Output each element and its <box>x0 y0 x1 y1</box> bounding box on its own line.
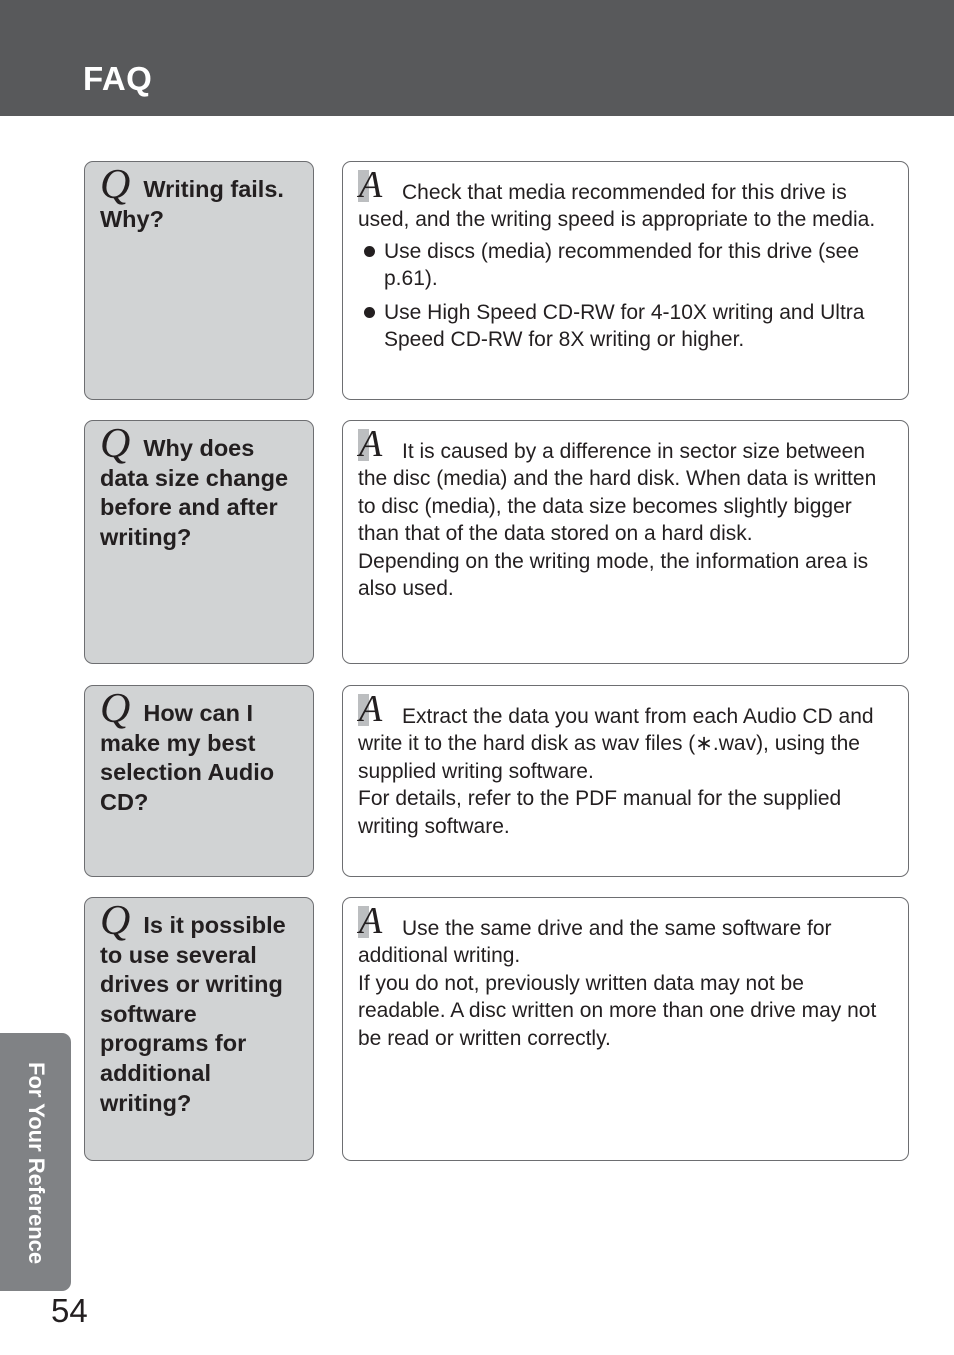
faq-3-answer-para-1: A Extract the data you want from each Audio CD and write it to the hard disk as wav files (∗.wav), using the supplied writing software. <box>358 688 874 783</box>
faq-3-question <box>100 686 305 817</box>
faq-1-question-text: Writing fails. Why? <box>100 176 284 232</box>
list-item: Use discs (media) recommended for this drive (see p.61). <box>358 238 896 293</box>
answer-marker-icon: A <box>359 900 383 942</box>
faq-1-answer <box>358 164 896 353</box>
faq-4-question <box>100 898 305 1118</box>
question-marker-icon: Q <box>100 162 131 208</box>
question-marker-icon: Q <box>100 898 131 944</box>
page-number: 54 <box>51 1292 88 1329</box>
faq-4-answer-para-1: A Use the same drive and the same software for additional writing. <box>358 900 832 968</box>
faq-2-question <box>100 421 305 552</box>
faq-1-answer-box <box>342 161 909 400</box>
faq-3-answer-box <box>342 685 909 877</box>
bullet-icon <box>364 307 375 318</box>
faq-3-answer-para-2: For details, refer to the PDF manual for the supplied writing software. <box>358 787 842 838</box>
faq-2-answer <box>358 423 896 602</box>
faq-1-question-box <box>84 161 314 400</box>
faq-3-answer <box>358 688 896 840</box>
faq-1-question <box>100 162 305 234</box>
answer-marker-icon: A <box>359 423 383 465</box>
faq-3-question-box <box>84 685 314 877</box>
question-marker-icon: Q <box>100 686 131 732</box>
page-title: FAQ <box>83 60 153 97</box>
faq-3-question-text: How can I make my best selection Audio CD? <box>100 700 275 815</box>
question-marker-icon: Q <box>100 421 131 467</box>
answer-marker-icon: A <box>359 688 383 730</box>
faq-4-answer-box <box>342 897 909 1161</box>
faq-2-question-text: Why does data size change before and after writing? <box>100 435 289 550</box>
faq-2-answer-box <box>342 420 909 664</box>
faq-4-answer-para-2: If you do not, previously written data may not be readable. A disc written on more than one drive may not be read or written correctly. <box>358 971 877 1050</box>
faq-2-question-box <box>84 420 314 664</box>
faq-4-question-text: Is it possible to use several drives or writing software programs for additional writing? <box>100 912 286 1116</box>
page-header <box>0 0 954 116</box>
list-item: Use High Speed CD-RW for 4-10X writing and Ultra Speed CD-RW for 8X writing or higher. <box>358 299 896 354</box>
faq-1-answer-para-1: A Check that media recommended for this drive is used, and the writing speed is appropriate to the media. <box>358 164 876 232</box>
bullet-icon <box>364 246 375 257</box>
faq-1-bullet-list <box>358 238 896 354</box>
faq-2-answer-para-1: A It is caused by a difference in sector size between the disc (media) and the hard disk. When data is written to disc (media), the data size becomes slightly bigger than that of the data stored on a hard disk. <box>358 423 877 546</box>
answer-marker-icon: A <box>359 164 383 206</box>
faq-4-answer <box>358 900 896 1052</box>
faq-2-answer-para-2: Depending on the writing mode, the information area is also used. <box>358 549 869 601</box>
faq-4-question-box <box>84 897 314 1161</box>
section-side-tab-label: For Your Reference <box>24 1062 49 1265</box>
